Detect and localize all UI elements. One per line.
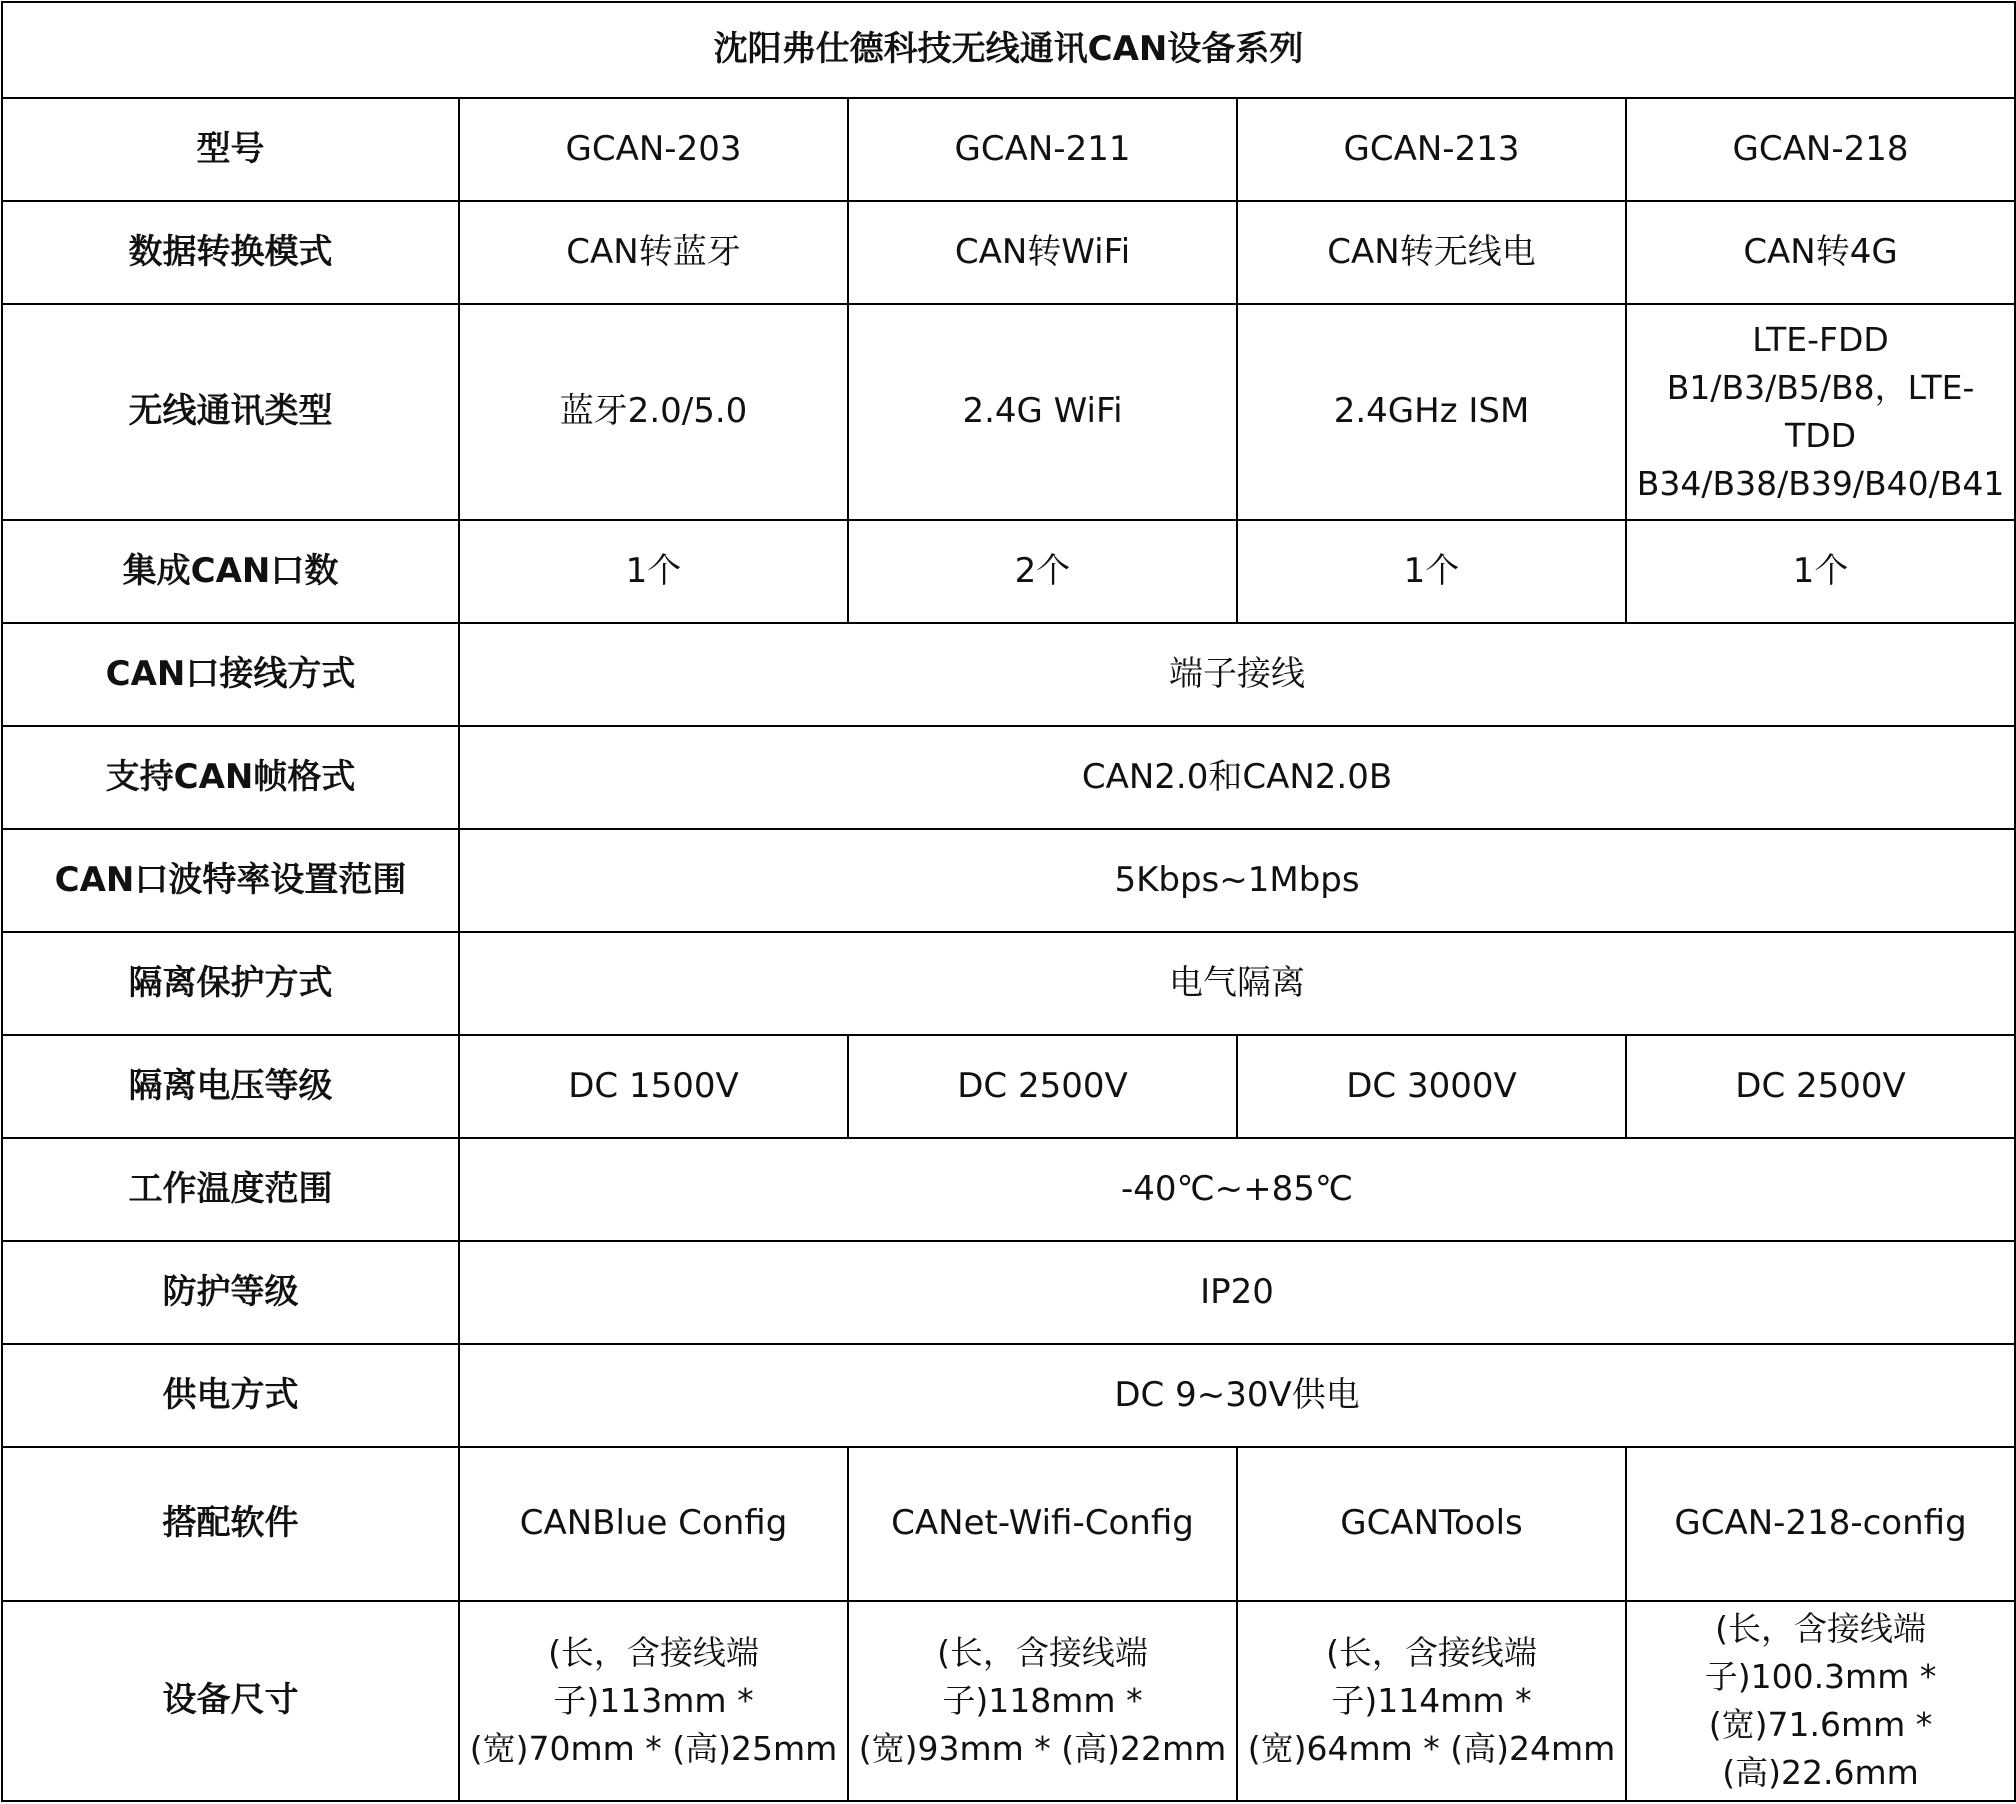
row-label-temperature: 工作温度范围: [2, 1138, 459, 1241]
cell-software-203: CANBlue Config: [459, 1447, 848, 1601]
row-model: [2, 98, 2015, 201]
cell-conversion-213: CAN转无线电: [1237, 201, 1626, 304]
row-label-software: 搭配软件: [2, 1447, 459, 1601]
cell-power: DC 9~30V供电: [459, 1344, 2015, 1447]
cell-voltage-211: DC 2500V: [848, 1035, 1237, 1138]
cell-ports-213: 1个: [1237, 520, 1626, 623]
cell-conversion-203: CAN转蓝牙: [459, 201, 848, 304]
cell-wireless-211: 2.4G WiFi: [848, 304, 1237, 520]
row-label-can-ports: 集成CAN口数: [2, 520, 459, 623]
row-label-wireless-type: 无线通讯类型: [2, 304, 459, 520]
row-baud-range: [2, 829, 2015, 932]
cell-software-211: CANet-Wifi-Config: [848, 1447, 1237, 1601]
cell-conversion-218: CAN转4G: [1626, 201, 2015, 304]
cell-size-203: (长，含接线端子)113mm * (宽)70mm * (高)25mm: [459, 1601, 848, 1801]
row-label-model: 型号: [2, 98, 459, 201]
cell-frame-format: CAN2.0和CAN2.0B: [459, 726, 2015, 829]
row-wiring: [2, 623, 2015, 726]
row-label-wiring: CAN口接线方式: [2, 623, 459, 726]
row-can-ports: [2, 520, 2015, 623]
cell-wireless-213: 2.4GHz ISM: [1237, 304, 1626, 520]
cell-voltage-213: DC 3000V: [1237, 1035, 1626, 1138]
row-label-size: 设备尺寸: [2, 1601, 459, 1801]
row-size: [2, 1601, 2015, 1801]
cell-ports-203: 1个: [459, 520, 848, 623]
cell-software-213: GCANTools: [1237, 1447, 1626, 1601]
row-label-isolation-voltage: 隔离电压等级: [2, 1035, 459, 1138]
cell-model-211: GCAN-211: [848, 98, 1237, 201]
table-title: 沈阳弗仕德科技无线通讯CAN设备系列: [2, 2, 2015, 98]
cell-wireless-203: 蓝牙2.0/5.0: [459, 304, 848, 520]
cell-size-213: (长，含接线端子)114mm * (宽)64mm * (高)24mm: [1237, 1601, 1626, 1801]
row-label-baud-range: CAN口波特率设置范围: [2, 829, 459, 932]
row-label-isolation-mode: 隔离保护方式: [2, 932, 459, 1035]
row-isolation-mode: [2, 932, 2015, 1035]
cell-voltage-203: DC 1500V: [459, 1035, 848, 1138]
cell-baud-range: 5Kbps~1Mbps: [459, 829, 2015, 932]
cell-conversion-211: CAN转WiFi: [848, 201, 1237, 304]
cell-size-211: (长，含接线端子)118mm * (宽)93mm * (高)22mm: [848, 1601, 1237, 1801]
title-row: [2, 2, 2015, 98]
cell-temperature: -40℃~+85℃: [459, 1138, 2015, 1241]
spec-table: [1, 1, 2016, 1802]
row-conversion: [2, 201, 2015, 304]
row-protection: [2, 1241, 2015, 1344]
row-power: [2, 1344, 2015, 1447]
cell-model-203: GCAN-203: [459, 98, 848, 201]
cell-ports-218: 1个: [1626, 520, 2015, 623]
row-label-power: 供电方式: [2, 1344, 459, 1447]
row-isolation-voltage: [2, 1035, 2015, 1138]
row-label-protection: 防护等级: [2, 1241, 459, 1344]
cell-voltage-218: DC 2500V: [1626, 1035, 2015, 1138]
row-temperature: [2, 1138, 2015, 1241]
cell-wireless-218: LTE-FDD B1/B3/B5/B8，LTE-TDD B34/B38/B39/B40/B41: [1626, 304, 2015, 520]
row-software: [2, 1447, 2015, 1601]
cell-model-218: GCAN-218: [1626, 98, 2015, 201]
cell-software-218: GCAN-218-config: [1626, 1447, 2015, 1601]
row-wireless-type: [2, 304, 2015, 520]
cell-isolation-mode: 电气隔离: [459, 932, 2015, 1035]
row-frame-format: [2, 726, 2015, 829]
cell-ports-211: 2个: [848, 520, 1237, 623]
cell-wiring: 端子接线: [459, 623, 2015, 726]
row-label-frame-format: 支持CAN帧格式: [2, 726, 459, 829]
cell-protection: IP20: [459, 1241, 2015, 1344]
row-label-conversion: 数据转换模式: [2, 201, 459, 304]
cell-model-213: GCAN-213: [1237, 98, 1626, 201]
cell-size-218: (长，含接线端子)100.3mm * (宽)71.6mm * (高)22.6mm: [1626, 1601, 2015, 1801]
